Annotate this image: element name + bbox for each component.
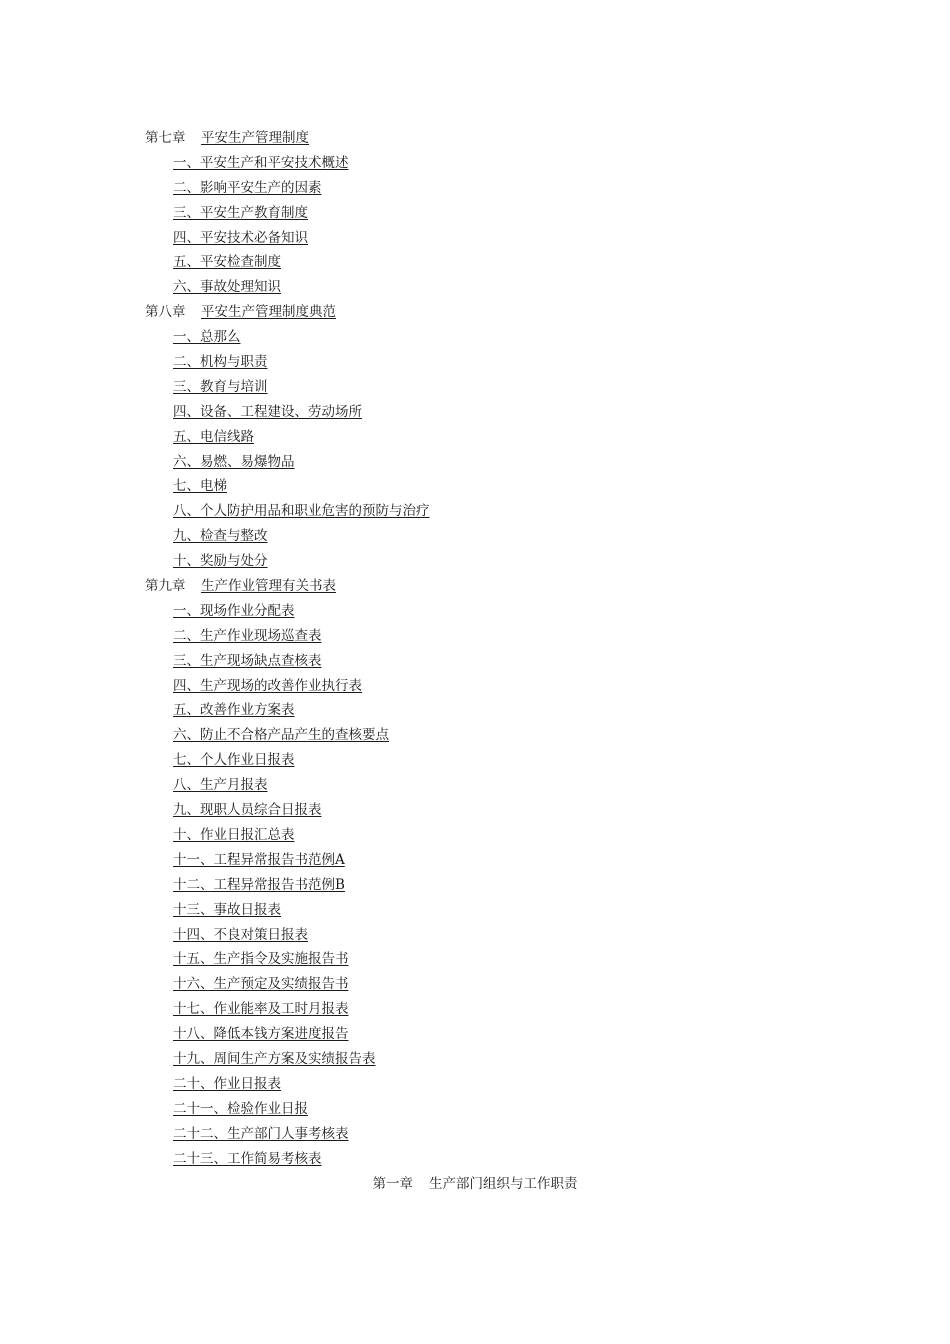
toc-section-link[interactable]: 三、教育与培训 <box>173 378 268 395</box>
toc-section-link[interactable]: 十一、工程异常报告书范例A <box>173 851 345 868</box>
toc-section-row <box>145 798 785 823</box>
toc-chapter-number: 第七章 <box>145 130 186 146</box>
toc-section-row <box>145 848 785 873</box>
toc-section-row <box>145 425 785 450</box>
toc-chapter-row <box>145 574 785 599</box>
toc-section-link[interactable]: 二十三、工作简易考核表 <box>173 1150 322 1167</box>
toc-section-row <box>145 698 785 723</box>
toc-section-row <box>145 549 785 574</box>
toc-section-row <box>145 723 785 748</box>
toc-section-row <box>145 1072 785 1097</box>
toc-section-link[interactable]: 五、改善作业方案表 <box>173 702 295 719</box>
toc-section-row <box>145 499 785 524</box>
toc-section-link[interactable]: 十二、工程异常报告书范例B <box>173 876 345 893</box>
toc-section-row <box>145 624 785 649</box>
chapter-heading-title: 生产部门组织与工作职责 <box>429 1176 578 1192</box>
toc-section-row <box>145 773 785 798</box>
toc-section-link[interactable]: 二、生产作业现场巡查表 <box>173 627 322 644</box>
toc-chapter-link[interactable]: 平安生产管理制度 <box>201 130 309 146</box>
toc-section-link[interactable]: 九、现职人员综合日报表 <box>173 802 322 819</box>
toc-section-link[interactable]: 五、平安检查制度 <box>173 254 281 271</box>
toc-section-link[interactable]: 二十二、生产部门人事考核表 <box>173 1125 349 1142</box>
toc-section-link[interactable]: 七、个人作业日报表 <box>173 752 295 769</box>
toc-section-link[interactable]: 二十、作业日报表 <box>173 1075 281 1092</box>
toc-section-row <box>145 1047 785 1072</box>
toc-section-link[interactable]: 十八、降低本钱方案进度报告 <box>173 1026 349 1043</box>
toc-section-row <box>145 226 785 251</box>
toc-section-row <box>145 151 785 176</box>
toc-section-link[interactable]: 六、防止不合格产品产生的查核要点 <box>173 727 389 744</box>
toc-section-link[interactable]: 一、平安生产和平安技术概述 <box>173 154 349 171</box>
chapter-heading-number: 第一章 <box>372 1176 413 1192</box>
toc-section-link[interactable]: 八、生产月报表 <box>173 777 268 794</box>
toc-section-row <box>145 599 785 624</box>
toc-section-row <box>145 923 785 948</box>
toc-section-row <box>145 176 785 201</box>
toc-section-link[interactable]: 十五、生产指令及实施报告书 <box>173 951 349 968</box>
toc-section-link[interactable]: 十四、不良对策日报表 <box>173 926 308 943</box>
toc-section-link[interactable]: 六、事故处理知识 <box>173 279 281 296</box>
toc-section-link[interactable]: 二、机构与职责 <box>173 354 268 371</box>
toc-section-row <box>145 375 785 400</box>
toc-section-row <box>145 997 785 1022</box>
toc-section-link[interactable]: 三、平安生产教育制度 <box>173 204 308 221</box>
toc-section-link[interactable]: 五、电信线路 <box>173 428 254 445</box>
toc-section-link[interactable]: 一、现场作业分配表 <box>173 602 295 619</box>
toc-section-row <box>145 748 785 773</box>
toc-section-row <box>145 823 785 848</box>
toc-section-row <box>145 350 785 375</box>
toc-section-row <box>145 250 785 275</box>
toc-section-link[interactable]: 十九、周间生产方案及实绩报告表 <box>173 1050 376 1067</box>
toc-section-row <box>145 450 785 475</box>
toc-chapter-row <box>145 126 785 151</box>
toc-section-link[interactable]: 十、奖励与处分 <box>173 553 268 570</box>
toc-section-link[interactable]: 十三、事故日报表 <box>173 901 281 918</box>
toc-section-link[interactable]: 十七、作业能率及工时月报表 <box>173 1001 349 1018</box>
toc-section-row <box>145 524 785 549</box>
toc-section-link[interactable]: 三、生产现场缺点查核表 <box>173 652 322 669</box>
toc-section-row <box>145 649 785 674</box>
toc-section-link[interactable]: 六、易燃、易爆物品 <box>173 453 295 470</box>
toc-section-row <box>145 1022 785 1047</box>
toc-section-link[interactable]: 八、个人防护用品和职业危害的预防与治疗 <box>173 503 430 520</box>
toc-section-row <box>145 474 785 499</box>
toc-section-row <box>145 201 785 226</box>
toc-section-link[interactable]: 九、检查与整改 <box>173 528 268 545</box>
toc-section-link[interactable]: 四、设备、工程建设、劳动场所 <box>173 403 362 420</box>
toc-section-link[interactable]: 四、平安技术必备知识 <box>173 229 308 246</box>
toc-section-link[interactable]: 四、生产现场的改善作业执行表 <box>173 677 362 694</box>
table-of-contents <box>145 126 785 1171</box>
toc-section-row <box>145 947 785 972</box>
toc-section-row <box>145 400 785 425</box>
toc-chapter-number: 第八章 <box>145 304 186 321</box>
toc-chapter-row <box>145 300 785 325</box>
toc-section-row <box>145 1097 785 1122</box>
toc-section-row <box>145 325 785 350</box>
toc-section-link[interactable]: 二、影响平安生产的因素 <box>173 179 322 196</box>
toc-section-row <box>145 275 785 300</box>
toc-section-row <box>145 674 785 699</box>
toc-section-link[interactable]: 十六、生产预定及实绩报告书 <box>173 976 349 993</box>
toc-section-row <box>145 972 785 997</box>
toc-chapter-link[interactable]: 平安生产管理制度典范 <box>201 304 336 321</box>
toc-section-link[interactable]: 七、电梯 <box>173 478 227 495</box>
toc-section-row <box>145 898 785 923</box>
toc-chapter-number: 第九章 <box>145 578 186 595</box>
toc-section-row <box>145 1122 785 1147</box>
toc-chapter-link[interactable]: 生产作业管理有关书表 <box>201 578 336 595</box>
toc-section-link[interactable]: 十、作业日报汇总表 <box>173 826 295 843</box>
toc-section-link[interactable]: 二十一、检验作业日报 <box>173 1100 308 1117</box>
toc-section-link[interactable]: 一、总那么 <box>173 329 241 346</box>
toc-section-row <box>145 873 785 898</box>
toc-section-row <box>145 1147 785 1172</box>
chapter-heading <box>0 1172 950 1196</box>
